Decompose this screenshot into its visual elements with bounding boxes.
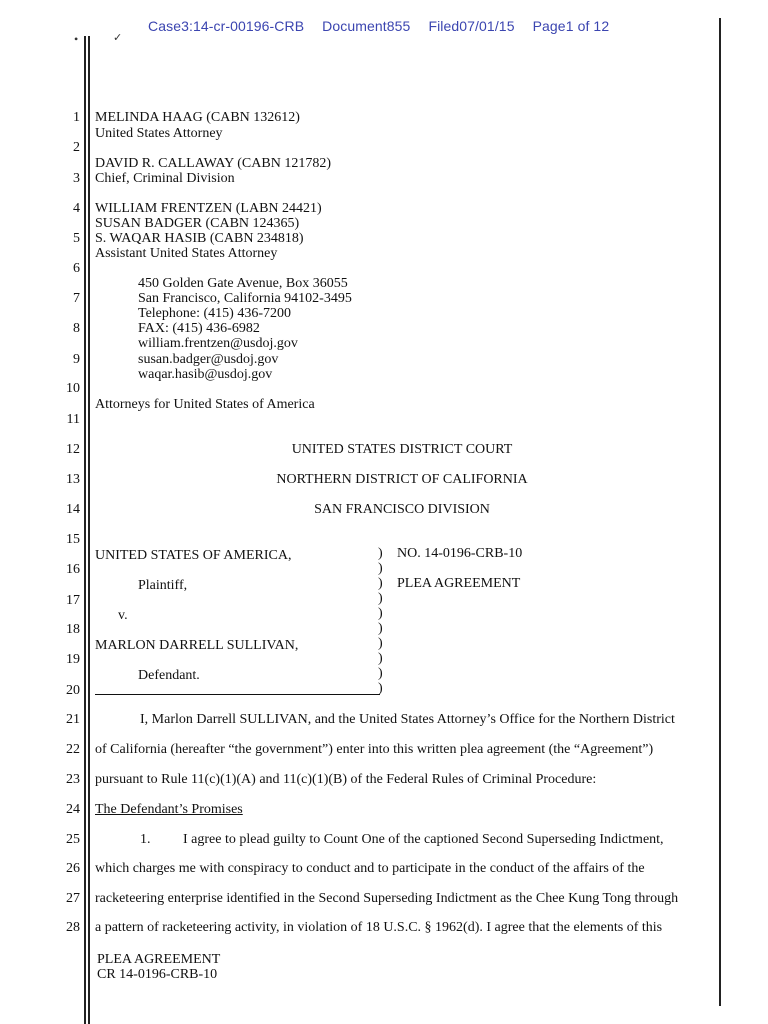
body-line-26: which charges me with conspiracy to conduct and to participate in the conduct of the affairs of the — [95, 861, 645, 876]
document-number-header: Document855 — [322, 18, 411, 34]
address-line-1: 450 Golden Gate Avenue, Box 36055 — [138, 276, 348, 291]
case-number-header: Case3:14-cr-00196-CRB — [148, 18, 305, 34]
line-number: 21 — [66, 712, 80, 727]
body-line-23: pursuant to Rule 11(c)(1)(A) and 11(c)(1)(B) of the Federal Rules of Criminal Procedure: — [95, 772, 597, 787]
caption-rule — [95, 694, 380, 695]
caption-paren: ) — [378, 681, 383, 696]
line-number: 26 — [66, 861, 80, 876]
left-margin-line — [88, 36, 90, 1024]
line-number: 8 — [73, 321, 80, 336]
address-line-2: San Francisco, California 94102-3495 — [138, 291, 352, 306]
document-title: PLEA AGREEMENT — [397, 576, 521, 591]
caption-paren: ) — [378, 666, 383, 681]
attorney-haag-name: MELINDA HAAG (CABN 132612) — [95, 110, 300, 125]
email-badger: susan.badger@usdoj.gov — [138, 352, 279, 367]
line-number: 11 — [66, 412, 80, 427]
scan-mark: • — [74, 32, 79, 46]
line-number: 13 — [66, 472, 80, 487]
line-number: 10 — [66, 381, 80, 396]
line-number: 28 — [66, 920, 80, 935]
line-number: 4 — [73, 201, 80, 216]
body-line-27: racketeering enterprise identified in the Second Superseding Indictment as the Chee Kung Tong through — [95, 891, 679, 906]
plaintiff-name: UNITED STATES OF AMERICA, — [95, 548, 292, 563]
body-line-28: a pattern of racketeering activity, in violation of 18 U.S.C. § 1962(d). I agree that the elements of this — [95, 920, 663, 935]
line-number: 16 — [66, 562, 80, 577]
line-number: 24 — [66, 802, 80, 817]
assistant-title: Assistant United States Attorney — [95, 246, 278, 261]
caption-paren: ) — [378, 561, 383, 576]
defendant-name: MARLON DARRELL SULLIVAN, — [95, 638, 299, 653]
line-number: 12 — [66, 442, 80, 457]
versus: v. — [118, 608, 128, 623]
court-division: SAN FRANCISCO DIVISION — [314, 502, 490, 517]
line-number: 7 — [73, 291, 80, 306]
attorney-callaway-name: DAVID R. CALLAWAY (CABN 121782) — [95, 156, 331, 171]
line-number: 18 — [66, 622, 80, 637]
line-number: 22 — [66, 742, 80, 757]
line-number: 25 — [66, 832, 80, 847]
attorney-haag-title: United States Attorney — [95, 126, 223, 141]
line-number: 20 — [66, 683, 80, 698]
line-number: 6 — [73, 261, 80, 276]
caption-paren: ) — [378, 651, 383, 666]
footer-title: PLEA AGREEMENT — [97, 952, 221, 967]
line-number: 17 — [66, 593, 80, 608]
court-name: UNITED STATES DISTRICT COURT — [291, 442, 513, 457]
line-number: 23 — [66, 772, 80, 787]
court-district: NORTHERN DISTRICT OF CALIFORNIA — [276, 472, 528, 487]
line-number: 27 — [66, 891, 80, 906]
page-count-header: Page1 of 12 — [532, 18, 610, 34]
line-number: 19 — [66, 652, 80, 667]
item-number: 1. — [140, 832, 151, 847]
case-number: NO. 14-0196-CRB-10 — [397, 546, 523, 561]
footer-case-number: CR 14-0196-CRB-10 — [97, 967, 218, 982]
caption-paren: ) — [378, 576, 383, 591]
defendant-label: Defendant. — [138, 668, 200, 683]
caption-paren: ) — [378, 591, 383, 606]
caption-paren: ) — [378, 621, 383, 636]
attorneys-for: Attorneys for United States of America — [95, 397, 315, 412]
email-frentzen: william.frentzen@usdoj.gov — [138, 336, 298, 351]
line-number: 2 — [73, 140, 80, 155]
telephone: Telephone: (415) 436-7200 — [138, 306, 291, 321]
caption-paren: ) — [378, 636, 383, 651]
caption-paren: ) — [378, 606, 383, 621]
body-line-22: of California (hereafter “the government”) enter into this written plea agreement (the “Agreement”) — [95, 742, 654, 757]
left-margin-line — [84, 36, 86, 1024]
attorney-frentzen: WILLIAM FRENTZEN (LABN 24421) — [95, 201, 322, 216]
scan-mark: ✓ — [113, 32, 123, 44]
caption-paren: ) — [378, 546, 383, 561]
body-line-25: I agree to plead guilty to Count One of the captioned Second Superseding Indictment, — [183, 832, 664, 847]
line-number: 15 — [66, 532, 80, 547]
attorney-callaway-title: Chief, Criminal Division — [95, 171, 235, 186]
line-number: 1 — [73, 110, 80, 125]
email-hasib: waqar.hasib@usdoj.gov — [138, 367, 273, 382]
body-line-21: I, Marlon Darrell SULLIVAN, and the United States Attorney’s Office for the Northern District — [140, 712, 675, 727]
line-number: 14 — [66, 502, 80, 517]
line-number: 9 — [73, 352, 80, 367]
line-number: 5 — [73, 231, 80, 246]
attorney-badger: SUSAN BADGER (CABN 124365) — [95, 216, 300, 231]
section-heading: The Defendant’s Promises — [95, 802, 243, 817]
case-header — [148, 18, 623, 34]
filed-date-header: Filed07/01/15 — [428, 18, 515, 34]
attorney-hasib: S. WAQAR HASIB (CABN 234818) — [95, 231, 304, 246]
line-number: 3 — [73, 171, 80, 186]
fax: FAX: (415) 436-6982 — [138, 321, 260, 336]
plaintiff-label: Plaintiff, — [138, 578, 188, 593]
